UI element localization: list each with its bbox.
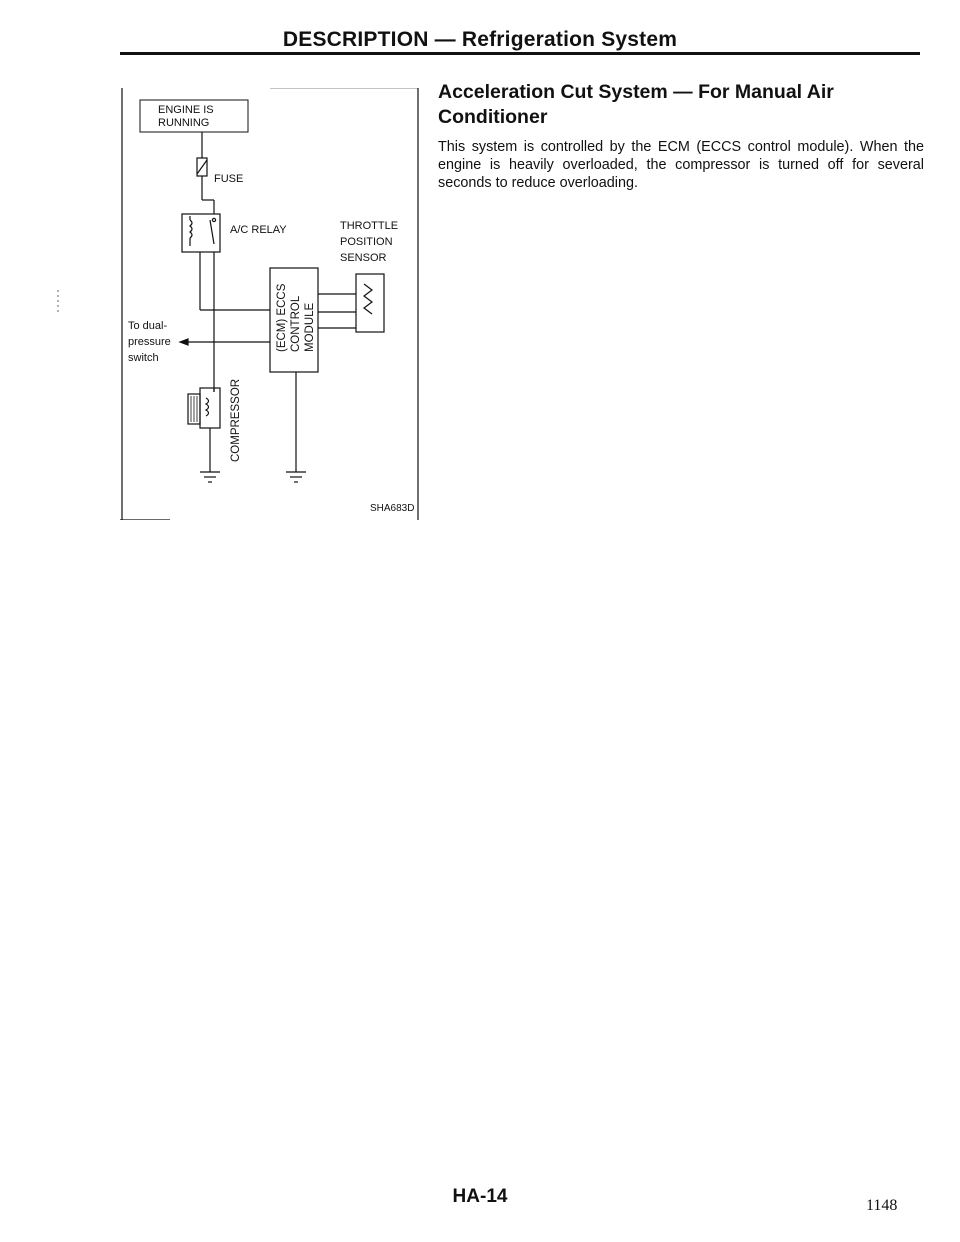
- wiring-diagram-lines: [120, 88, 420, 520]
- compressor-label: COMPRESSOR: [230, 378, 242, 462]
- dual-pressure-label-2: pressure: [128, 336, 171, 348]
- dual-pressure-label-1: To dual-: [128, 320, 168, 332]
- engine-running-label-1: ENGINE IS: [158, 104, 214, 116]
- figure-code: SHA683D: [370, 503, 415, 514]
- throttle-sensor-label-1: THROTTLE: [340, 220, 399, 232]
- section-body: This system is controlled by the ECM (ECCS control module). When the engine is heavily overloaded, the compressor is turned off for several seconds to reduce overloading.: [438, 139, 924, 191]
- dual-pressure-label-3: switch: [128, 352, 159, 364]
- header-rule: [120, 52, 920, 55]
- engine-running-label-2: RUNNING: [158, 117, 210, 129]
- page-header-title: DESCRIPTION — Refrigeration System: [282, 28, 678, 51]
- fuse-label: FUSE: [214, 173, 244, 185]
- ac-relay-label: A/C RELAY: [230, 224, 287, 236]
- page-number: 1148: [866, 1197, 898, 1214]
- margin-mark: [56, 290, 60, 314]
- ecm-label-3: MODULE: [304, 302, 316, 352]
- page-label: HA-14: [452, 1186, 508, 1207]
- ecm-label-2: CONTROL: [290, 295, 302, 352]
- section-title: Acceleration Cut System — For Manual Air Conditioner: [438, 81, 834, 128]
- throttle-sensor-label-3: SENSOR: [340, 252, 387, 264]
- ecm-label-1: (ECM) ECCS: [276, 283, 288, 352]
- throttle-sensor-label-2: POSITION: [340, 236, 393, 248]
- wiring-diagram: [120, 88, 420, 520]
